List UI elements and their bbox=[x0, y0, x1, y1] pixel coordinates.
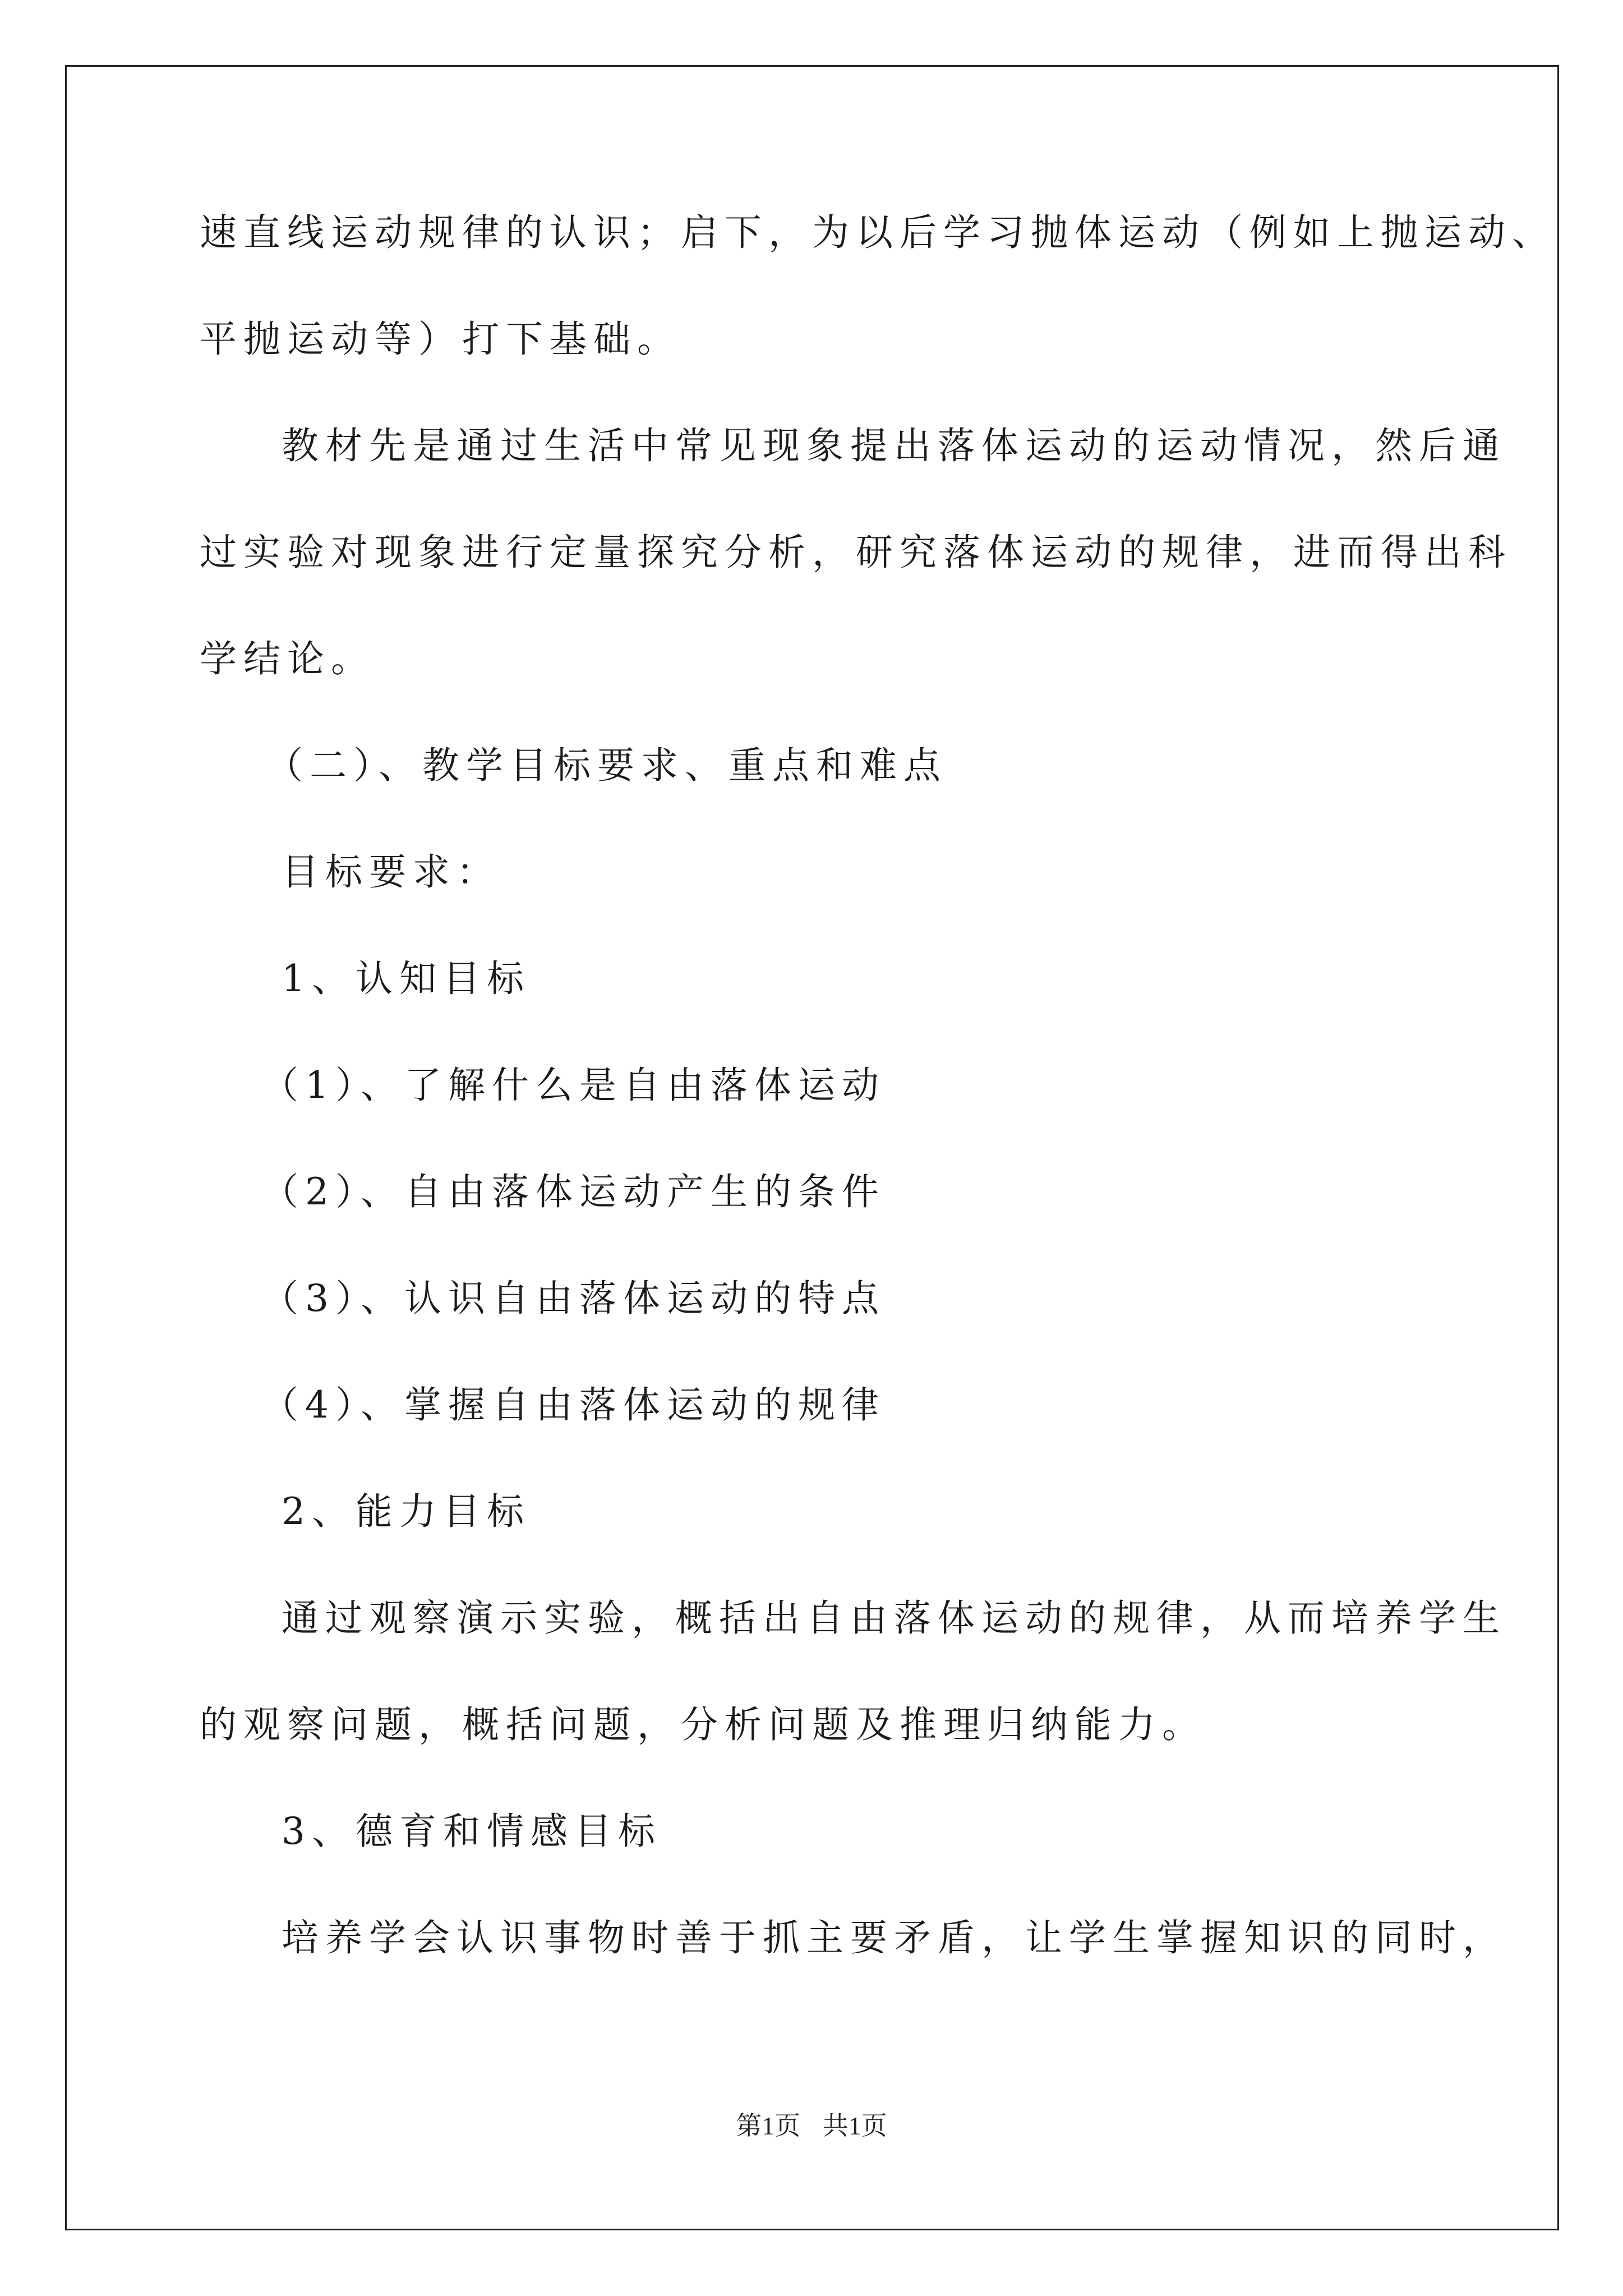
page-total: 共1页 bbox=[822, 2111, 887, 2140]
paragraph-line: 培养学会认识事物时善于抓主要矛盾，让学生掌握知识的同时， bbox=[282, 1916, 1506, 1959]
list-heading: 1、认知目标 bbox=[282, 957, 531, 1000]
subheading: 目标要求： bbox=[282, 850, 500, 894]
paragraph-line: 教材先是通过生活中常见现象提出落体运动的运动情况，然后通 bbox=[282, 424, 1506, 467]
paragraph-line: 通过观察演示实验，概括出自由落体运动的规律，从而培养学生 bbox=[282, 1596, 1506, 1640]
paragraph-line: 平抛运动等）打下基础。 bbox=[200, 318, 681, 361]
page-footer bbox=[0, 2109, 1623, 2143]
paragraph-line: 学结论。 bbox=[200, 637, 375, 680]
page-number: 第1页 bbox=[736, 2111, 801, 2140]
paragraph-line: 过实验对现象进行定量探究分析，研究落体运动的规律，进而得出科 bbox=[200, 531, 1512, 574]
paragraph-line: 速直线运动规律的认识；启下，为以后学习抛体运动（例如上抛运动、 bbox=[200, 211, 1556, 254]
list-item: （3）、认识自由落体运动的特点 bbox=[261, 1277, 886, 1320]
paragraph-line: 的观察问题，概括问题，分析问题及推理归纳能力。 bbox=[200, 1703, 1206, 1746]
list-heading: 3、德育和情感目标 bbox=[282, 1810, 662, 1853]
list-item: （4）、掌握自由落体运动的规律 bbox=[261, 1383, 886, 1427]
list-item: （2）、自由落体运动产生的条件 bbox=[261, 1170, 886, 1213]
list-heading: 2、能力目标 bbox=[282, 1490, 531, 1533]
page-border bbox=[65, 65, 1559, 2230]
section-heading: （二）、教学目标要求、重点和难点 bbox=[266, 744, 947, 787]
list-item: （1）、了解什么是自由落体运动 bbox=[261, 1064, 886, 1107]
